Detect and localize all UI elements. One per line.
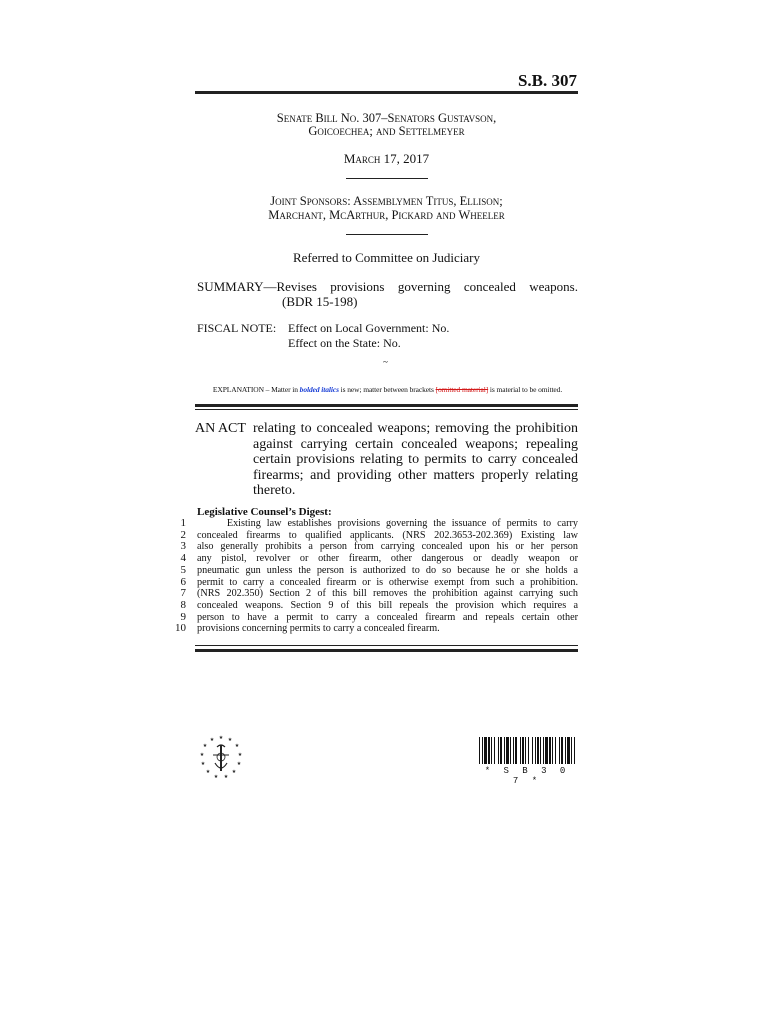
svg-text:★: ★: [202, 743, 208, 749]
line-number: 8: [180, 598, 186, 611]
tilde-separator: ~: [383, 357, 388, 367]
svg-text:★: ★: [199, 752, 205, 758]
fiscal-note-state: Effect on the State: No.: [288, 336, 401, 350]
summary-text-line2: (BDR 15-198): [282, 294, 358, 309]
explanation: [197, 385, 578, 394]
line-number: 7: [180, 587, 186, 600]
digest-rule-thin: [195, 645, 578, 646]
senate-bill-title-line1: Senate Bill No. 307–Senators Gustavson,: [276, 111, 497, 125]
an-act-line1: relating to concealed weapons; removing the prohibition: [253, 421, 578, 436]
an-act: [195, 421, 578, 499]
bill-number: S.B. 307: [517, 71, 577, 90]
svg-text:★: ★: [209, 737, 215, 743]
header-rule: [195, 91, 578, 94]
line-number: 5: [180, 563, 186, 576]
svg-text:★: ★: [231, 769, 237, 775]
digest-line: concealed firearms to qualified applicants. (NRS 202.3653-202.369) Existing law: [197, 529, 578, 541]
referred-to-committee: Referred to Committee on Judiciary: [292, 250, 480, 265]
digest-title: Legislative Counsel’s Digest:: [197, 506, 332, 518]
digest-rule-thick: [195, 649, 578, 652]
digest-line: pneumatic gun unless the person is authorized to do so because he or she holds a: [197, 564, 578, 576]
digest-text: [197, 518, 578, 635]
fiscal-note-label: FISCAL NOTE:: [197, 321, 277, 335]
summary-label: SUMMARY—: [197, 279, 277, 294]
an-act-label: AN ACT: [195, 421, 246, 436]
fiscal-note: [197, 321, 578, 351]
svg-text:★: ★: [237, 752, 243, 758]
explanation-rule-thick: [195, 404, 578, 407]
line-number: 2: [180, 528, 186, 541]
fiscal-note-local: Effect on Local Government: No.: [288, 321, 450, 335]
svg-text:★: ★: [234, 743, 240, 749]
digest-line: provisions concerning permits to carry a concealed firearm.: [197, 623, 440, 635]
explanation-prefix: EXPLANATION – Matter in: [212, 385, 300, 394]
barcode-text: * S B 3 0 7 *: [484, 766, 570, 786]
explanation-suffix: is material to be omitted.: [488, 385, 563, 394]
barcode-icon: [479, 737, 575, 764]
state-seal-icon: [197, 733, 245, 781]
summary-text-line1: Revises provisions governing concealed weapons.: [276, 279, 578, 294]
digest-line: also generally prohibits a person from carrying concealed upon his or her person: [197, 541, 578, 553]
svg-text:★: ★: [218, 735, 224, 741]
svg-text:★: ★: [200, 761, 206, 767]
bill-date: March 17, 2017: [343, 151, 430, 166]
digest-line: permit to carry a concealed firearm or is otherwise exempt from such a prohibition.: [197, 576, 578, 588]
explanation-middle: is new; matter between brackets: [338, 385, 436, 394]
joint-sponsors-line1: Joint Sponsors: Assemblymen Titus, Ellison;: [270, 194, 503, 208]
svg-text:★: ★: [205, 769, 211, 775]
joint-sponsors-line2: Marchant, McArthur, Pickard and Wheeler: [268, 208, 505, 222]
svg-text:★: ★: [236, 761, 242, 767]
summary: [197, 279, 578, 309]
senate-bill-title-line2: Goicoechea; and Settelmeyer: [308, 124, 465, 138]
divider-short: [346, 178, 428, 179]
svg-text:★: ★: [223, 774, 229, 780]
line-number: 10: [175, 622, 186, 635]
line-number: 1: [180, 517, 186, 529]
svg-text:★: ★: [227, 737, 233, 743]
line-number: 3: [180, 540, 186, 553]
digest-line: Existing law establishes provisions governing the issuance of permits to carry: [197, 518, 578, 529]
line-number: 9: [180, 610, 186, 623]
digest-line: concealed weapons. Section 9 of this bill repeals the provision which requires a: [197, 599, 578, 611]
digest-line: person to have a permit to carry a concealed firearm and repeals certain other: [197, 611, 578, 623]
divider-short: [346, 234, 428, 235]
line-number: 4: [180, 552, 186, 565]
explanation-rule-thin: [195, 409, 578, 410]
digest-line-numbers: [166, 518, 186, 635]
line-number: 6: [180, 575, 186, 588]
explanation-bold-italics: bolded italics: [299, 385, 339, 394]
digest-line: any pistol, revolver or other firearm, other dangerous or deadly weapon or: [197, 553, 578, 565]
digest-line: (NRS 202.350) Section 2 of this bill removes the prohibition against carrying such: [197, 588, 578, 600]
an-act-rest: against carrying certain concealed weapons; repealing certain provisions relating to permits to carry concealed firearms; and providing other matters properly relating thereto.: [253, 436, 578, 498]
svg-text:★: ★: [213, 774, 219, 780]
explanation-omitted-material: [omitted material]: [435, 385, 489, 394]
